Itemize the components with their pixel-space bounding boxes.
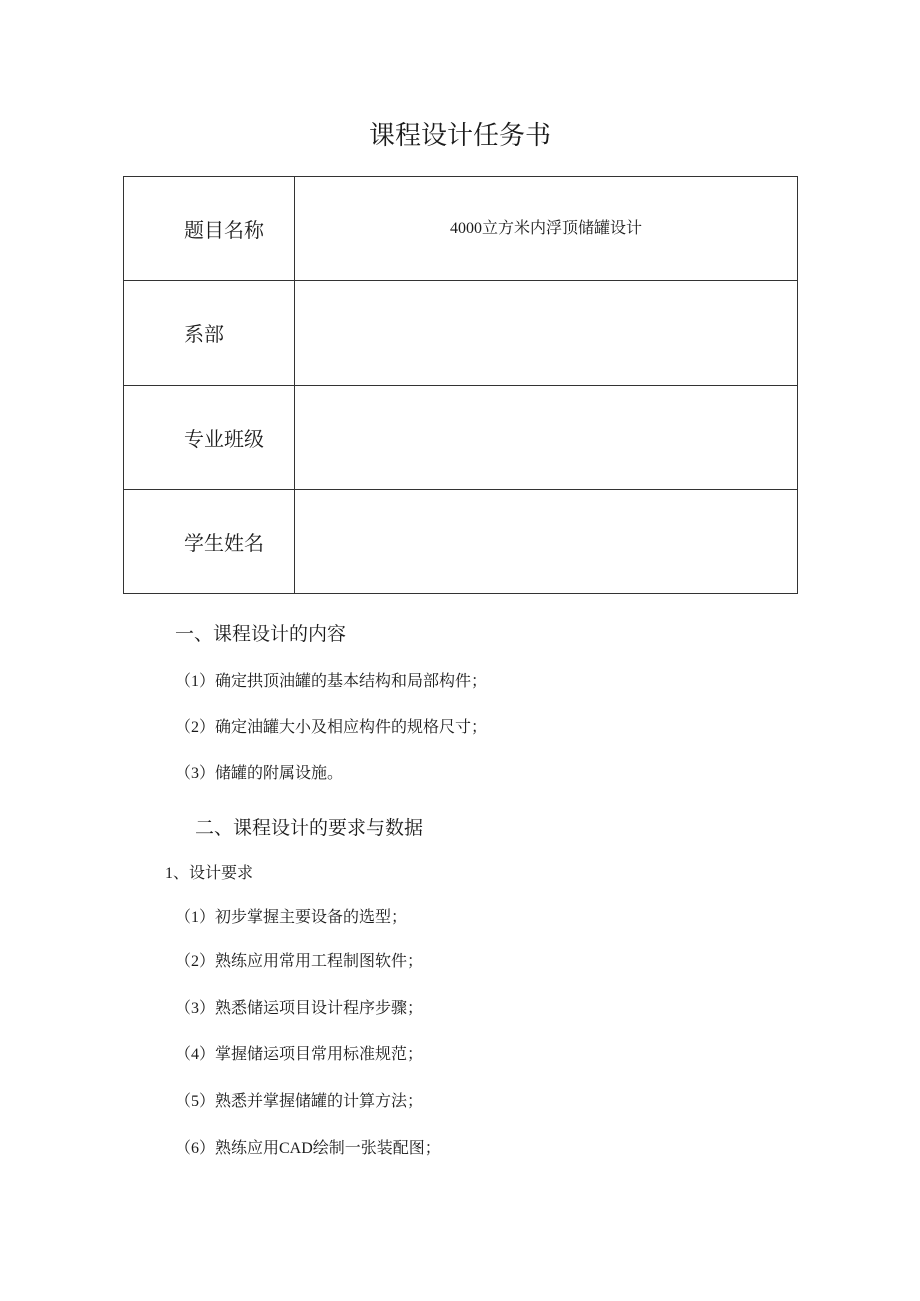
class-value [295,385,798,489]
section2-subheading: 1、设计要求 [165,865,254,882]
section1-item: （1）确定拱顶油罐的基本结构和局部构件； [175,673,488,690]
section2-item: （3）熟悉储运项目设计程序步骤； [175,1000,424,1017]
section2-item: （6）熟练应用CAD绘制一张装配图； [175,1140,441,1157]
document-title: 课程设计任务书 [368,121,551,151]
student-label: 学生姓名 [124,489,295,593]
info-table [123,176,798,594]
section1-item: （3）储罐的附属设施。 [175,765,344,782]
topic-label: 题目名称 [124,177,295,281]
section2-item: （1）初步掌握主要设备的选型； [175,909,408,926]
section1-item: （2）确定油罐大小及相应构件的规格尺寸； [175,719,488,736]
section1-heading: 一、课程设计的内容 [175,623,347,645]
class-label: 专业班级 [124,385,295,489]
table-row-topic [124,177,798,281]
section2-heading: 二、课程设计的要求与数据 [195,817,424,839]
topic-value: 4000立方米内浮顶储罐设计 [295,177,798,281]
table-row-department [124,281,798,385]
section2-item: （4）掌握储运项目常用标准规范； [175,1046,424,1063]
section2-item: （5）熟悉并掌握储罐的计算方法； [175,1093,424,1110]
department-value [295,281,798,385]
department-label: 系部 [124,281,295,385]
table-row-class [124,385,798,489]
table-row-student [124,489,798,593]
student-value [295,489,798,593]
section2-item: （2）熟练应用常用工程制图软件； [175,953,424,970]
